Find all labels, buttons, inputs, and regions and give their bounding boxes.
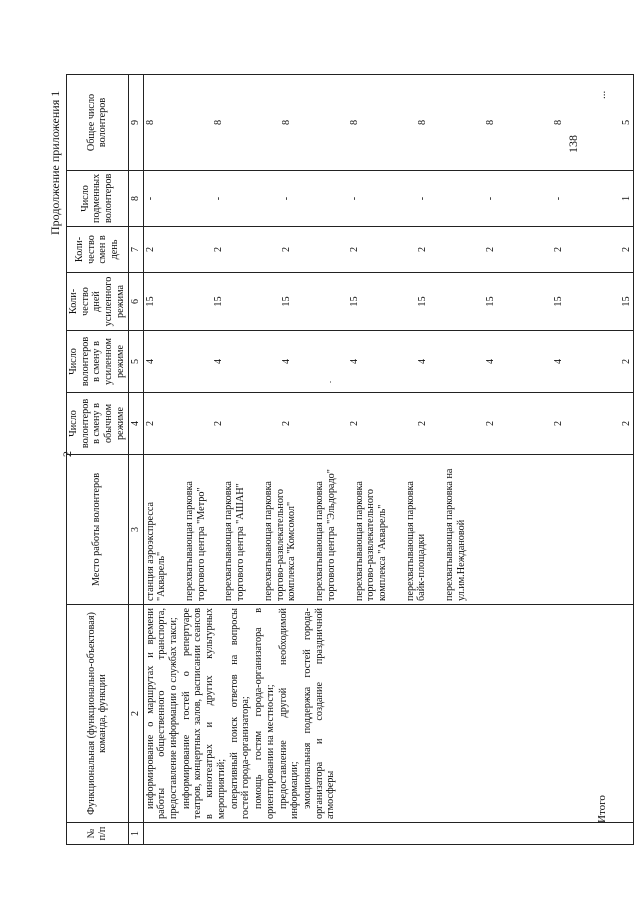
value: 4 [144,358,156,365]
value: 8 [348,119,360,126]
place-item: перехватывающая парковка торгово-развлекательного комплекса "Комсомол" [262,481,298,601]
value: 2 [144,420,156,427]
header-cell-8: Число подменных волонтеров [67,171,129,227]
function-item: предоставление другой необходимой информации; [277,608,301,819]
place-item: перехватывающая парковка байк-площадки [404,481,428,601]
value: 2 [212,246,224,253]
total-label: Итого [596,795,608,823]
value: 15 [348,296,360,307]
function-item: информирование гостей о репертуаре театров, концертных залов, расписании сеансов в кинотеатрах и других культурных мероприятий; [180,608,227,819]
value: 2 [212,420,224,427]
row-number-cell [143,823,634,845]
value: 8 [212,119,224,126]
value: 4 [212,358,224,365]
value: - [416,196,428,201]
col-number: 9 [128,75,143,171]
value: - [348,196,360,201]
value: 4 [552,358,564,365]
col-number: 6 [128,273,143,331]
function-item: оперативный поиск ответов на вопросы гостей города-организатора; [228,608,252,819]
value: 2 [280,246,292,253]
value: 4 [484,358,496,365]
header-cell-9: Общее число волонтеров [67,75,129,171]
header-row [67,75,129,845]
functions-cell [143,605,634,823]
header-cell-5: Число волонтеров в смену в усиленном режиме [67,331,129,393]
substitute-cell [143,171,634,227]
value: 2 [620,420,632,427]
value: 4 [280,358,292,365]
page-number: 2 [60,451,74,457]
places-cell [143,455,634,605]
shifts-per-day-cell [143,227,634,273]
value: 8 [552,119,564,126]
value: 15 [484,296,496,307]
value: 15 [552,296,564,307]
value: 1 [620,195,632,202]
col-number: 8 [128,171,143,227]
header-cell-3: Место работы волонтеров [67,455,129,605]
header-cell-1: № п/п [67,823,129,845]
value: 15 [620,296,632,307]
place-item: перехватывающая парковка торгового центра "АШАН" [223,481,247,601]
function-item: эмоциональная поддержка гостей города-организатора и создание праздничной атмосферы [301,608,337,819]
header-cell-4: Число волонтеров в смену в обычном режиме [67,393,129,455]
page-footer-number: 138 [566,135,580,153]
value: 2 [348,246,360,253]
table-row [143,75,634,845]
enhanced-mode-cell [143,331,634,393]
value: 2 [280,420,292,427]
value: - [552,196,564,201]
value: 2 [620,358,632,365]
column-number-row [128,75,143,845]
total-volunteers-cell [143,75,634,171]
value: 2 [416,420,428,427]
value: 4 [348,358,360,365]
col-number: 7 [128,227,143,273]
value: - [280,196,292,201]
header-cell-2: Функциональная (функционально-объектовая) команда, функции [67,605,129,823]
value: 2 [484,246,496,253]
value: 8 [484,119,496,126]
place-item: станция аэроэкспресса "Акварель" [144,501,168,601]
value: 2 [552,246,564,253]
header-cell-7: Коли-чество смен в день [67,227,129,273]
header-cell-6: Коли-чество дней усиленного режима [67,273,129,331]
value: 2 [144,246,156,253]
value: - [212,196,224,201]
value: 15 [416,296,428,307]
function-item: информирование о маршрутах и времени работы общественного транспорта, предоставление информации о службах такси; [144,608,180,819]
value: 15 [212,296,224,307]
value: - [144,196,156,201]
value: 8 [416,119,428,126]
place-item: перехватывающая парковка торгового центра "Метро" [184,481,207,601]
value: 15 [144,296,156,307]
normal-mode-cell [143,393,634,455]
value: 2 [348,420,360,427]
value: 8 [144,119,156,126]
volunteer-table [66,74,634,845]
value: 4 [416,358,428,365]
place-item: перехватывающая парковка торгового центра "Эльдорадо" [314,469,337,601]
value: 8 [280,119,292,126]
col-number: 3 [128,455,143,605]
continuation-note: Продолжение приложения 1 [48,90,62,235]
value: 2 [416,246,428,253]
place-item: перехватывающая парковка на ул.им.Неждановой [444,468,467,601]
col-number: 2 [128,605,143,823]
place-item: перехватывающая парковка торгово-развлекательного комплекса "Акварель" [353,481,388,601]
function-item: помощь гостям города-организатора в ориентировании на местности; [253,608,276,819]
value: 2 [484,420,496,427]
col-number: 4 [128,393,143,455]
enhanced-days-cell [143,273,634,331]
value: - [484,196,496,201]
value: 15 [280,296,292,307]
value: 2 [552,420,564,427]
value: 2 [620,246,632,253]
col-number: 5 [128,331,143,393]
value: 5 [620,119,632,126]
total-value: ... [596,90,608,99]
col-number: 1 [128,823,143,845]
